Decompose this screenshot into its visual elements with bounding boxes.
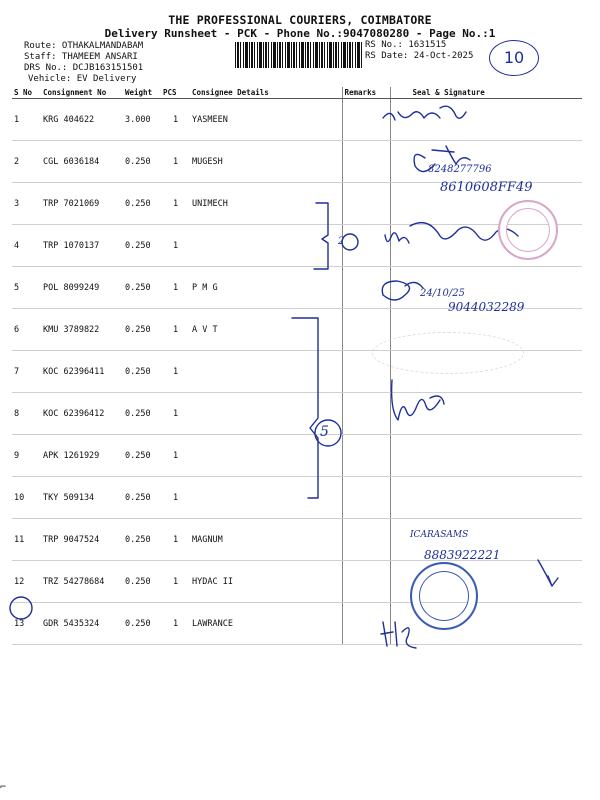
- signature-row5: [382, 281, 423, 300]
- row-consignee: MUGESH: [190, 141, 342, 183]
- row-consignment-no: KOC 62396411: [41, 351, 123, 393]
- row-sno: 1: [12, 99, 41, 141]
- row-sno: 3: [12, 183, 41, 225]
- row-pcs: 1: [161, 435, 190, 477]
- row-sno: 10: [12, 477, 41, 519]
- phone-row2a: 8248277796: [428, 164, 492, 175]
- row-weight: 0.250: [123, 603, 161, 645]
- col-header: Consignment No: [41, 87, 123, 99]
- signature-row8: [392, 380, 444, 420]
- bracket-rows-6-10: [292, 318, 318, 498]
- row-pcs: 1: [161, 561, 190, 603]
- row-pcs: 1: [161, 225, 190, 267]
- row-weight: 0.250: [123, 393, 161, 435]
- row-sno: 9: [12, 435, 41, 477]
- row-pcs: 1: [161, 603, 190, 645]
- route-label: Route: OTHAKALMANDABAM: [24, 41, 144, 51]
- date-row5: 24/10/25: [420, 288, 465, 299]
- company-seal-row4: [498, 200, 558, 260]
- row-consignment-no: CGL 6036184: [41, 141, 123, 183]
- row-consignee: UNIMECH: [190, 183, 342, 225]
- row-consignment-no: KOC 62396412: [41, 393, 123, 435]
- runsheet-subtitle: Delivery Runsheet - PCK - Phone No.:9047080280 - Page No.:1: [104, 27, 496, 40]
- row-consignment-no: APK 1261929: [41, 435, 123, 477]
- row-consignment-no: TRZ 54278684: [41, 561, 123, 603]
- bracket-rows-3-4: [314, 203, 328, 269]
- row-sno: 7: [12, 351, 41, 393]
- bracket-count-a: 2: [338, 236, 345, 247]
- row-weight: 0.250: [123, 225, 161, 267]
- company-seal-row12: [410, 562, 478, 630]
- row-weight: 0.250: [123, 477, 161, 519]
- row-weight: 0.250: [123, 435, 161, 477]
- row-pcs: 1: [161, 351, 190, 393]
- row-sno: 11: [12, 519, 41, 561]
- col-header: PCS: [161, 87, 190, 99]
- row-consignee: HYDAC II: [190, 561, 342, 603]
- row-weight: 0.250: [123, 351, 161, 393]
- row-consignment-no: TRP 9047524: [41, 519, 123, 561]
- row-consignee: MAGNUM: [190, 519, 342, 561]
- row-consignment-no: KRG 404622: [41, 99, 123, 141]
- row-weight: 3.000: [123, 99, 161, 141]
- drs-number: DRS No.: DCJB163151501: [24, 63, 144, 73]
- row-weight: 0.250: [123, 561, 161, 603]
- row-weight: 0.250: [123, 309, 161, 351]
- row-consignee: YASMEEN: [190, 99, 342, 141]
- corner-mark: ⌐: [0, 782, 7, 793]
- row-sno: 2: [12, 141, 41, 183]
- phone-row11: 8883922221: [424, 548, 501, 562]
- col-header: Weight: [123, 87, 161, 99]
- faded-seal-row7: [372, 332, 524, 374]
- row-consignment-no: TKY 509134: [41, 477, 123, 519]
- row-consignment-no: TRP 7021069: [41, 183, 123, 225]
- row-sno: 13: [12, 603, 41, 645]
- row-pcs: 1: [161, 267, 190, 309]
- circle-row13: [10, 597, 32, 619]
- row-sno: 5: [12, 267, 41, 309]
- arrow-row11: [538, 560, 558, 586]
- bracket-count-b: 5: [320, 424, 329, 440]
- rs-number: RS No.: 1631515: [365, 40, 447, 50]
- col-header: Consignee Details: [190, 87, 342, 99]
- rs-date: RS Date: 24-Oct-2025: [365, 51, 474, 61]
- phone-row5: 9044032289: [448, 300, 525, 314]
- row-pcs: 1: [161, 183, 190, 225]
- row-weight: 0.250: [123, 141, 161, 183]
- company-title: THE PROFESSIONAL COURIERS, COIMBATORE: [168, 13, 432, 27]
- vehicle-label: Vehicle: EV Delivery: [28, 74, 137, 84]
- row-consignment-no: TRP 1070137: [41, 225, 123, 267]
- circled-total: 10: [489, 40, 539, 76]
- col-header: Seal & Signature: [390, 87, 582, 99]
- row-consignment-no: GDR 5435324: [41, 603, 123, 645]
- name-row11: ICARASAMS: [410, 530, 469, 540]
- col-header: S No: [12, 87, 41, 99]
- signature-row1: [383, 106, 466, 120]
- row-sno: 4: [12, 225, 41, 267]
- row-weight: 0.250: [123, 183, 161, 225]
- row-consignment-no: KMU 3789822: [41, 309, 123, 351]
- row-consignee: LAWRANCE: [190, 603, 342, 645]
- row-consignee: P M G: [190, 267, 342, 309]
- row-pcs: 1: [161, 477, 190, 519]
- row-sno: 6: [12, 309, 41, 351]
- col-header: Remarks: [342, 87, 390, 99]
- row-pcs: 1: [161, 519, 190, 561]
- row-pcs: 1: [161, 141, 190, 183]
- phone-row2b: 8610608FF49: [440, 180, 533, 195]
- staff-label: Staff: THAMEEM ANSARI: [24, 52, 138, 62]
- row-sno: 12: [12, 561, 41, 603]
- row-consignment-no: POL 8099249: [41, 267, 123, 309]
- row-pcs: 1: [161, 99, 190, 141]
- row-weight: 0.250: [123, 267, 161, 309]
- row-sno: 8: [12, 393, 41, 435]
- row-weight: 0.250: [123, 519, 161, 561]
- row-pcs: 1: [161, 393, 190, 435]
- row-consignee: A V T: [190, 309, 342, 351]
- row-pcs: 1: [161, 309, 190, 351]
- circle-2: [342, 234, 358, 250]
- initials-row13: [381, 622, 416, 648]
